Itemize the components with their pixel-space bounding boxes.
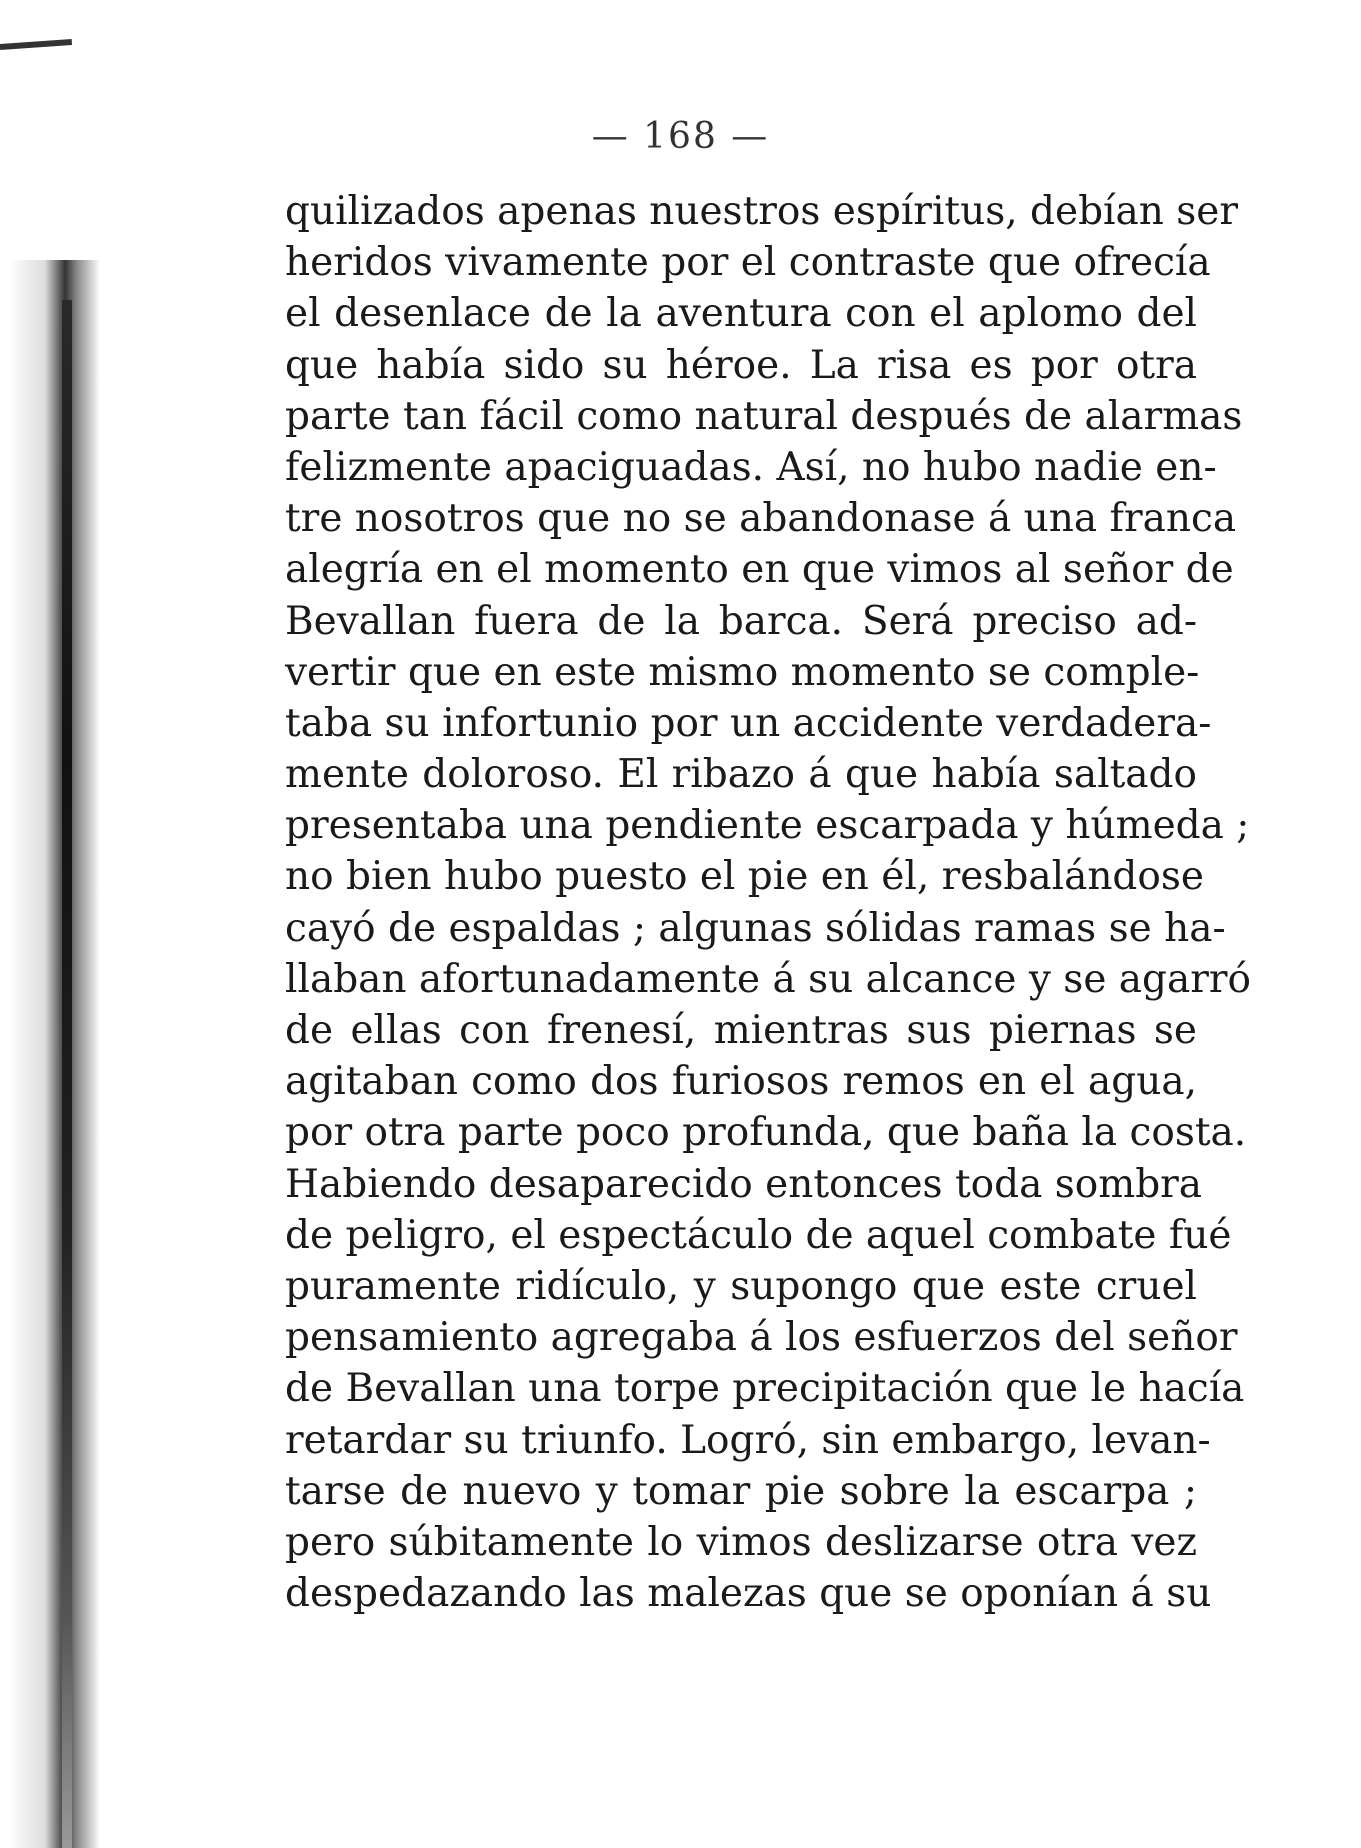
text-line: puramente ridículo, y supongo que este cruel bbox=[285, 1263, 1197, 1309]
text-line: el desenlace de la aventura con el aplomo del bbox=[285, 291, 1197, 337]
text-line: retardar su triunfo. Logró, sin embargo, levan- bbox=[285, 1417, 1211, 1463]
binding-shadow bbox=[8, 260, 100, 1848]
text-line: despedazando las malezas que se oponían á su bbox=[285, 1571, 1212, 1617]
text-line: mente doloroso. El ribazo á que había saltado bbox=[285, 752, 1197, 798]
text-line: agitaban como dos furiosos remos en el agua, bbox=[285, 1059, 1197, 1105]
text-line: llaban afortunadamente á su alcance y se agarró bbox=[285, 956, 1252, 1002]
text-line: de ellas con frenesí, mientras sus piernas se bbox=[285, 1008, 1197, 1053]
text-line: pensamiento agregaba á los esfuerzos del señor bbox=[285, 1315, 1238, 1361]
text-line: quilizados apenas nuestros espíritus, debían ser bbox=[285, 189, 1239, 234]
text-line: parte tan fácil como natural después de alarmas bbox=[285, 393, 1243, 439]
text-line: presentaba una pendiente escarpada y húmeda ; bbox=[285, 803, 1250, 849]
text-line: por otra parte poco profunda, que baña la costa. bbox=[285, 1110, 1247, 1156]
text-line: de Bevallan una torpe precipitación que le hacía bbox=[285, 1366, 1245, 1412]
text-line: pero súbitamente lo vimos deslizarse otra vez bbox=[285, 1519, 1197, 1565]
text-line: alegría en el momento en que vimos al señor de bbox=[285, 547, 1234, 593]
page-number: — 168 — bbox=[591, 116, 770, 157]
text-line: felizmente apaciguadas. Así, no hubo nadie en- bbox=[285, 444, 1217, 490]
text-line: Bevallan fuera de la barca. Será preciso ad- bbox=[285, 598, 1197, 644]
text-line: cayó de espaldas ; algunas sólidas ramas se ha- bbox=[285, 905, 1226, 951]
text-line: tarse de nuevo y tomar pie sobre la escarpa ; bbox=[285, 1468, 1197, 1514]
text-line: de peligro, el espectáculo de aquel combate fué bbox=[285, 1212, 1232, 1258]
text-line: taba su infortunio por un accidente verdadera- bbox=[285, 700, 1212, 746]
text-line: que había sido su héroe. La risa es por otra bbox=[285, 342, 1197, 388]
text-line: vertir que en este mismo momento se comple- bbox=[285, 649, 1200, 695]
text-line: tre nosotros que no se abandonase á una franca bbox=[285, 496, 1237, 542]
page-corner-mark bbox=[0, 39, 72, 50]
binding-edge bbox=[62, 300, 72, 1848]
text-line: heridos vivamente por el contraste que ofrecía bbox=[285, 240, 1211, 286]
body-text bbox=[285, 186, 1252, 1619]
text-line: no bien hubo puesto el pie en él, resbalándose bbox=[285, 854, 1204, 900]
text-line: Habiendo desaparecido entonces toda sombra bbox=[285, 1161, 1203, 1207]
